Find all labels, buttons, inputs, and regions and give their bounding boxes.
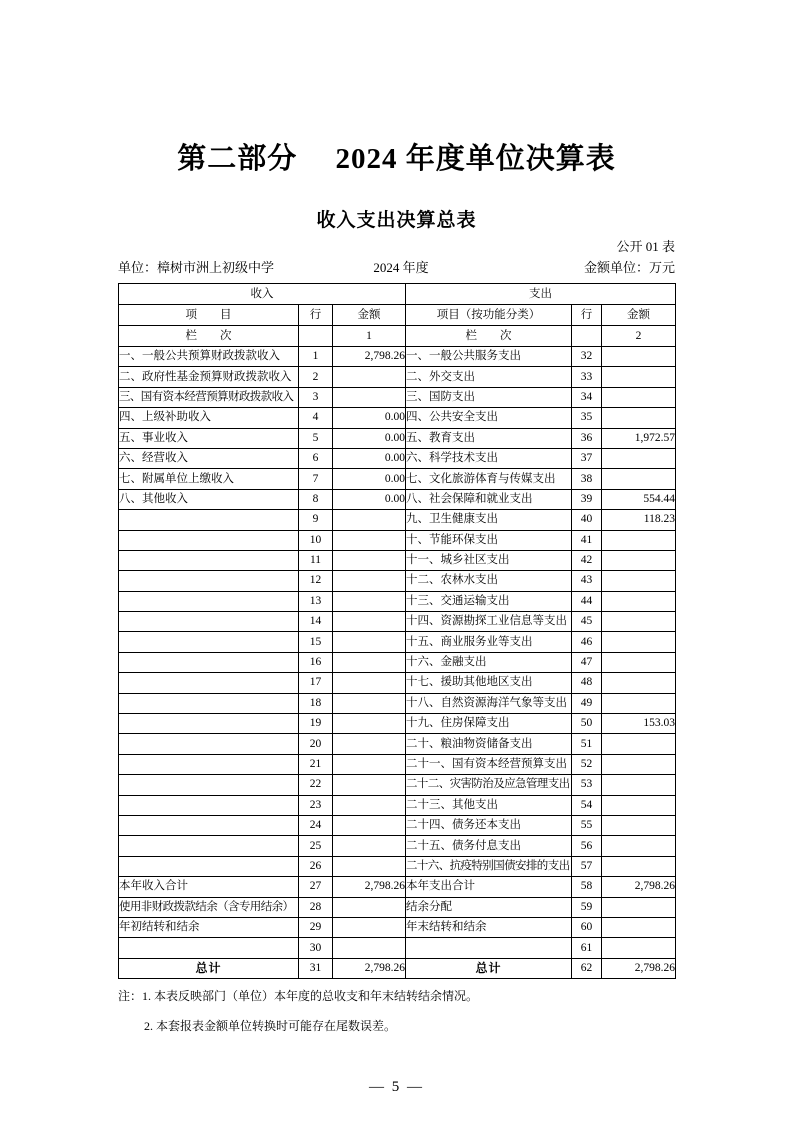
income-item-cell: 一、一般公共预算财政拨款收入 (119, 347, 299, 367)
income-amount-cell (333, 673, 406, 693)
section-header-row (119, 284, 676, 305)
expense-line-no-cell: 57 (572, 856, 602, 876)
expense-line-no-cell: 58 (572, 877, 602, 897)
expense-amount-cell (602, 367, 676, 387)
expense-item-cell: 二十、粮油物资储备支出 (406, 734, 572, 754)
expense-item-cell: 二十四、债务还本支出 (406, 815, 572, 835)
income-item-cell: 八、其他收入 (119, 489, 299, 509)
expense-line-no-cell: 62 (572, 958, 602, 978)
income-lanci-line (299, 326, 333, 347)
income-line-no-cell: 6 (299, 448, 333, 468)
expense-item-cell: 十五、商业服务业等支出 (406, 632, 572, 652)
expense-item-header: 项目（按功能分类） (406, 305, 572, 326)
income-line-no-cell: 30 (299, 938, 333, 958)
income-line-no-cell: 4 (299, 408, 333, 428)
expense-item-cell: 年末结转和结余 (406, 917, 572, 937)
table-row (119, 775, 676, 795)
table-row (119, 795, 676, 815)
income-item-header: 项 目 (119, 305, 299, 326)
expense-lanci-label: 栏 次 (406, 326, 572, 347)
income-amount-cell: 2,798.26 (333, 877, 406, 897)
expense-line-no-cell: 40 (572, 510, 602, 530)
income-amount-cell (333, 652, 406, 672)
income-amount-cell (333, 612, 406, 632)
expense-line-no-cell: 46 (572, 632, 602, 652)
table-row (119, 591, 676, 611)
expense-item-cell: 结余分配 (406, 897, 572, 917)
income-item-cell (119, 550, 299, 570)
income-amount-cell (333, 938, 406, 958)
expense-amount-cell (602, 408, 676, 428)
expense-line-no-cell: 38 (572, 469, 602, 489)
column-header-row (119, 305, 676, 326)
income-amount-header: 金额 (333, 305, 406, 326)
table-row (119, 714, 676, 734)
table-row (119, 428, 676, 448)
income-item-cell: 总计 (119, 958, 299, 978)
income-line-no-cell: 15 (299, 632, 333, 652)
income-amount-cell: 0.00 (333, 489, 406, 509)
note-2: 2. 本套报表金额单位转换时可能存在尾数误差。 (144, 1019, 397, 1034)
year-label: 2024 年度 (373, 260, 429, 275)
note-1: 注：1. 本表反映部门（单位）本年度的总收支和年末结转结余情况。 (118, 989, 479, 1004)
income-item-cell (119, 856, 299, 876)
expense-line-no-cell: 60 (572, 917, 602, 937)
income-item-cell: 本年收入合计 (119, 877, 299, 897)
income-amount-cell: 0.00 (333, 408, 406, 428)
table-row (119, 836, 676, 856)
expense-line-no-cell: 53 (572, 775, 602, 795)
table-row (119, 734, 676, 754)
income-item-cell (119, 652, 299, 672)
expense-item-cell: 十八、自然资源海洋气象等支出 (406, 693, 572, 713)
meta-row (118, 259, 675, 276)
table-row (119, 571, 676, 591)
income-line-no-cell: 23 (299, 795, 333, 815)
expense-line-no-cell: 37 (572, 448, 602, 468)
expense-line-no-cell: 55 (572, 815, 602, 835)
income-line-no-cell: 12 (299, 571, 333, 591)
income-item-cell (119, 734, 299, 754)
expense-amount-cell: 153.03 (602, 714, 676, 734)
expense-item-cell: 九、卫生健康支出 (406, 510, 572, 530)
expense-item-cell: 一、一般公共服务支出 (406, 347, 572, 367)
expense-item-cell: 四、公共安全支出 (406, 408, 572, 428)
table-row (119, 489, 676, 509)
expense-line-no-cell: 45 (572, 612, 602, 632)
table-body (119, 347, 676, 979)
unit-label: 单位：樟树市洲上初级中学 (118, 260, 275, 275)
income-amount-cell (333, 815, 406, 835)
income-amount-cell (333, 734, 406, 754)
income-line-no-cell: 22 (299, 775, 333, 795)
income-item-cell (119, 673, 299, 693)
expense-amount-cell (602, 856, 676, 876)
income-item-cell (119, 510, 299, 530)
notes-block (118, 989, 675, 1034)
expense-amount-cell (602, 632, 676, 652)
column-index-row (119, 326, 676, 347)
expense-amount-cell: 2,798.26 (602, 877, 676, 897)
income-amount-cell (333, 367, 406, 387)
income-amount-cell (333, 836, 406, 856)
table-row (119, 469, 676, 489)
expense-amount-cell: 2,798.26 (602, 958, 676, 978)
expense-line-no-cell: 41 (572, 530, 602, 550)
table-row (119, 815, 676, 835)
income-line-no-cell: 3 (299, 387, 333, 407)
income-lanci-label: 栏 次 (119, 326, 299, 347)
table-row (119, 856, 676, 876)
income-amount-cell (333, 775, 406, 795)
table-row (119, 652, 676, 672)
income-line-no-cell: 27 (299, 877, 333, 897)
expense-line-no-cell: 39 (572, 489, 602, 509)
table-row (119, 938, 676, 958)
income-item-cell: 年初结转和结余 (119, 917, 299, 937)
income-item-cell (119, 938, 299, 958)
expense-line-no-cell: 48 (572, 673, 602, 693)
expense-item-cell: 二十五、债务付息支出 (406, 836, 572, 856)
expense-line-no-cell: 50 (572, 714, 602, 734)
table-row (119, 897, 676, 917)
income-item-cell (119, 714, 299, 734)
table-row (119, 387, 676, 407)
expense-amount-cell (602, 673, 676, 693)
income-amount-cell (333, 387, 406, 407)
expense-column-number: 2 (602, 326, 676, 347)
income-amount-cell: 2,798.26 (333, 958, 406, 978)
expense-amount-cell (602, 571, 676, 591)
table-title: 收入支出决算总表 (316, 210, 477, 231)
income-amount-cell (333, 550, 406, 570)
income-item-cell: 三、国有资本经营预算财政拨款收入 (119, 387, 299, 407)
income-line-no-cell: 17 (299, 673, 333, 693)
income-amount-cell: 2,798.26 (333, 347, 406, 367)
expense-amount-header: 金额 (602, 305, 676, 326)
income-amount-cell (333, 591, 406, 611)
expense-line-no-cell: 32 (572, 347, 602, 367)
table-code-label: 公开 01 表 (616, 239, 675, 254)
expense-amount-cell: 118.23 (602, 510, 676, 530)
expense-item-cell: 二、外交支出 (406, 367, 572, 387)
expense-amount-cell (602, 591, 676, 611)
income-line-no-cell: 10 (299, 530, 333, 550)
income-item-cell: 四、上级补助收入 (119, 408, 299, 428)
table-row (119, 510, 676, 530)
expense-line-no-cell: 51 (572, 734, 602, 754)
page-number: — 5 — (369, 1079, 424, 1096)
expense-amount-cell (602, 795, 676, 815)
income-line-no-cell: 28 (299, 897, 333, 917)
income-item-cell: 二、政府性基金预算财政拨款收入 (119, 367, 299, 387)
expense-amount-cell (602, 938, 676, 958)
expense-amount-cell (602, 815, 676, 835)
income-amount-cell (333, 510, 406, 530)
income-amount-cell (333, 754, 406, 774)
income-item-cell (119, 571, 299, 591)
income-section-header: 收入 (119, 284, 406, 305)
expense-item-cell: 二十一、国有资本经营预算支出 (406, 754, 572, 774)
income-item-cell (119, 775, 299, 795)
income-line-no-cell: 18 (299, 693, 333, 713)
expense-amount-cell: 1,972.57 (602, 428, 676, 448)
table-row (119, 530, 676, 550)
expense-line-no-cell: 47 (572, 652, 602, 672)
table-row (119, 673, 676, 693)
table-row (119, 958, 676, 978)
table-row (119, 693, 676, 713)
income-line-no-cell: 19 (299, 714, 333, 734)
document-title: 第二部分 2024 年度单位决算表 (177, 143, 616, 175)
expense-item-cell: 本年支出合计 (406, 877, 572, 897)
table-row (119, 754, 676, 774)
income-line-no-cell: 13 (299, 591, 333, 611)
income-line-no-cell: 11 (299, 550, 333, 570)
income-line-header: 行 (299, 305, 333, 326)
expense-amount-cell (602, 775, 676, 795)
expense-item-cell: 六、科学技术支出 (406, 448, 572, 468)
expense-line-no-cell: 56 (572, 836, 602, 856)
income-amount-cell (333, 530, 406, 550)
income-line-no-cell: 24 (299, 815, 333, 835)
expense-line-no-cell: 54 (572, 795, 602, 815)
income-line-no-cell: 20 (299, 734, 333, 754)
income-line-no-cell: 1 (299, 347, 333, 367)
income-item-cell (119, 795, 299, 815)
income-line-no-cell: 9 (299, 510, 333, 530)
table-row (119, 612, 676, 632)
income-item-cell (119, 836, 299, 856)
expense-amount-cell (602, 693, 676, 713)
income-item-cell (119, 591, 299, 611)
expense-amount-cell (602, 347, 676, 367)
income-item-cell: 六、经营收入 (119, 448, 299, 468)
expense-item-cell: 十一、城乡社区支出 (406, 550, 572, 570)
expense-amount-cell: 554.44 (602, 489, 676, 509)
income-item-cell: 使用非财政拨款结余（含专用结余） (119, 897, 299, 917)
income-line-no-cell: 31 (299, 958, 333, 978)
expense-amount-cell (602, 530, 676, 550)
expense-item-cell: 八、社会保障和就业支出 (406, 489, 572, 509)
final-accounts-table (118, 283, 676, 979)
expense-item-cell: 十二、农林水支出 (406, 571, 572, 591)
income-line-no-cell: 21 (299, 754, 333, 774)
income-item-cell: 七、附属单位上缴收入 (119, 469, 299, 489)
expense-item-cell: 二十六、抗疫特别国债安排的支出 (406, 856, 572, 876)
expense-item-cell: 七、文化旅游体育与传媒支出 (406, 469, 572, 489)
income-item-cell (119, 754, 299, 774)
income-amount-cell (333, 714, 406, 734)
income-item-cell: 五、事业收入 (119, 428, 299, 448)
table-row (119, 917, 676, 937)
income-line-no-cell: 8 (299, 489, 333, 509)
expense-item-cell: 十三、交通运输支出 (406, 591, 572, 611)
income-item-cell (119, 612, 299, 632)
income-amount-cell: 0.00 (333, 428, 406, 448)
expense-item-cell: 二十三、其他支出 (406, 795, 572, 815)
expense-item-cell: 十、节能环保支出 (406, 530, 572, 550)
expense-amount-cell (602, 469, 676, 489)
expense-line-no-cell: 44 (572, 591, 602, 611)
expense-item-cell: 十七、援助其他地区支出 (406, 673, 572, 693)
income-item-cell (119, 530, 299, 550)
table-row (119, 550, 676, 570)
expense-line-no-cell: 43 (572, 571, 602, 591)
expense-amount-cell (602, 734, 676, 754)
income-amount-cell: 0.00 (333, 448, 406, 468)
amount-unit-label: 金额单位：万元 (583, 260, 675, 275)
content-area (118, 239, 675, 1034)
income-item-cell (119, 815, 299, 835)
expense-amount-cell (602, 387, 676, 407)
income-amount-cell (333, 693, 406, 713)
income-item-cell (119, 632, 299, 652)
expense-line-no-cell: 49 (572, 693, 602, 713)
expense-item-cell: 十四、资源勘探工业信息等支出 (406, 612, 572, 632)
table-row (119, 408, 676, 428)
income-line-no-cell: 16 (299, 652, 333, 672)
income-amount-cell (333, 917, 406, 937)
income-amount-cell (333, 571, 406, 591)
expense-lanci-line (572, 326, 602, 347)
expense-amount-cell (602, 612, 676, 632)
income-line-no-cell: 14 (299, 612, 333, 632)
income-amount-cell (333, 795, 406, 815)
expense-amount-cell (602, 917, 676, 937)
expense-amount-cell (602, 897, 676, 917)
expense-item-cell: 三、国防支出 (406, 387, 572, 407)
expense-item-cell (406, 938, 572, 958)
expense-line-header: 行 (572, 305, 602, 326)
expense-line-no-cell: 42 (572, 550, 602, 570)
income-line-no-cell: 7 (299, 469, 333, 489)
expense-amount-cell (602, 448, 676, 468)
expense-item-cell: 十六、金融支出 (406, 652, 572, 672)
expense-amount-cell (602, 754, 676, 774)
income-amount-cell (333, 897, 406, 917)
table-row (119, 632, 676, 652)
expense-section-header: 支出 (406, 284, 676, 305)
table-row (119, 367, 676, 387)
expense-item-cell: 二十二、灾害防治及应急管理支出 (406, 775, 572, 795)
table-row (119, 347, 676, 367)
expense-line-no-cell: 36 (572, 428, 602, 448)
expense-line-no-cell: 59 (572, 897, 602, 917)
expense-line-no-cell: 61 (572, 938, 602, 958)
income-amount-cell: 0.00 (333, 469, 406, 489)
income-line-no-cell: 25 (299, 836, 333, 856)
income-amount-cell (333, 856, 406, 876)
expense-line-no-cell: 34 (572, 387, 602, 407)
expense-amount-cell (602, 652, 676, 672)
expense-line-no-cell: 35 (572, 408, 602, 428)
expense-amount-cell (602, 836, 676, 856)
expense-line-no-cell: 33 (572, 367, 602, 387)
income-amount-cell (333, 632, 406, 652)
expense-line-no-cell: 52 (572, 754, 602, 774)
expense-item-cell: 十九、住房保障支出 (406, 714, 572, 734)
expense-amount-cell (602, 550, 676, 570)
table-row (119, 877, 676, 897)
expense-item-cell: 五、教育支出 (406, 428, 572, 448)
income-item-cell (119, 693, 299, 713)
income-line-no-cell: 2 (299, 367, 333, 387)
income-column-number: 1 (333, 326, 406, 347)
expense-item-cell: 总计 (406, 958, 572, 978)
income-line-no-cell: 29 (299, 917, 333, 937)
income-line-no-cell: 26 (299, 856, 333, 876)
table-row (119, 448, 676, 468)
income-line-no-cell: 5 (299, 428, 333, 448)
